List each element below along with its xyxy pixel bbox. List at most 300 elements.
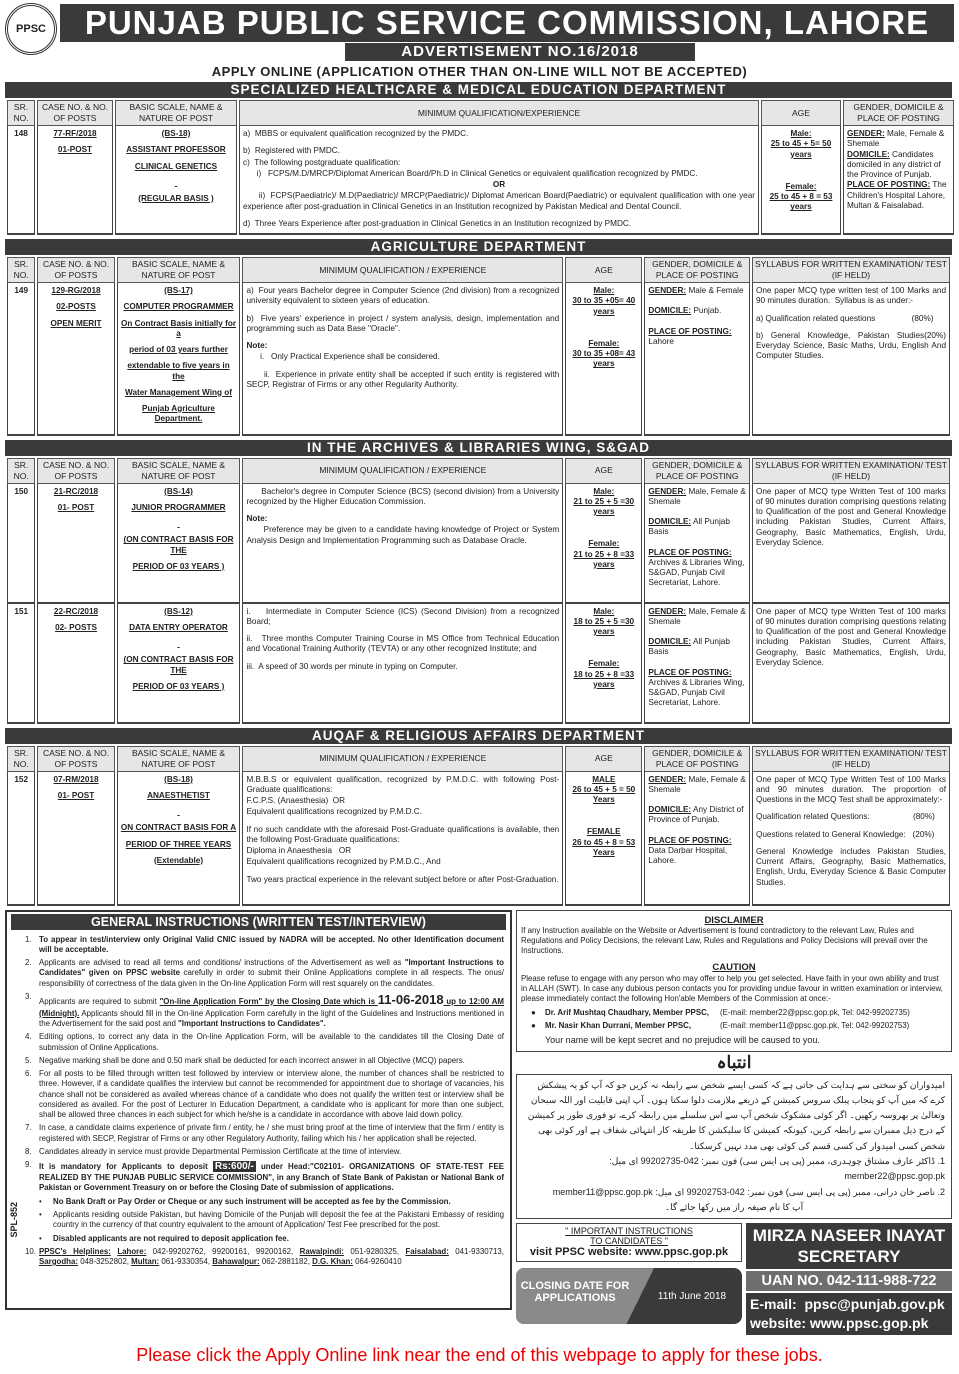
- helpline-city: Sargodha:: [39, 1257, 79, 1267]
- text: Applicants are required to submit: [39, 996, 160, 1006]
- qualification-line: Bachelor's degree in Computer Science (BCS) (second division) from a University recognized by the Higher Education Commission.: [246, 486, 562, 506]
- field-value: Male, Female & Shemale: [648, 486, 746, 506]
- qualification-line: OR: [492, 180, 506, 189]
- field-value: All Punjab Basis: [648, 517, 730, 537]
- qualification-line: b) Registered with PMDC.: [243, 146, 340, 156]
- table-row: [7, 604, 950, 724]
- case-number: [37, 283, 114, 436]
- age-male: 18 to 25 + 5 =30 years: [573, 616, 635, 636]
- field-label: PLACE OF POSTING:: [648, 326, 732, 336]
- helpline: Sargodha: 048-3252802,: [39, 1257, 132, 1267]
- department-title: SPECIALIZED HEALTHCARE & MEDICAL EDUCATION DEPARTMENT: [5, 82, 952, 98]
- post-line: (BS-17): [164, 286, 193, 295]
- text: E-mail:: [750, 1296, 797, 1313]
- case-line: 21-RC/2018: [53, 486, 99, 496]
- department-title: IN THE ARCHIVES & LIBRARIES WING, S&GAD: [5, 440, 952, 456]
- age-limit: [761, 126, 841, 235]
- qualification-line: d) Three Years Experience after post-graduation in Clinical Genetics in an Institution recognized by PMDC.: [243, 218, 632, 228]
- text: For all posts to be filled through written test followed by interview or interview alone, the number of chances shall be restricted to three. However, if a candidate qualifies the interview but cannot be recommended for appointment due to shortage of vacancies, his chance shall not be considered as availed whereas chance of a candidate who does not qualify the written test or interview shall be considered as availed. For the post of Lecturer in Education Department, a candidate who is applicant for more than one subject, shall be allowed three chances in each subject for which he/she is a candidate in accordance with above laid down policy.: [39, 1069, 504, 1120]
- spacer: [569, 805, 638, 827]
- text: under Head:"C02101- ORGANIZATIONS OF STATE-TEST FEE REALIZED BY THE PUNJAB PUBLIC SERVICE COMMISSION", in any Branch of State Bank of Pakistan or National Bank of Pakistan or Government Treasury on or before the Closing Date of submission of applications.: [39, 1162, 504, 1193]
- field-label: DOMICILE:: [847, 149, 890, 159]
- member-contact: ● Dr. Arif Mushtaq Chaudhary, Member PPSC, (E-mail: member22@ppsc.gop.pk, Tel: 042-99202735): [531, 1007, 910, 1017]
- age-limit: [565, 604, 642, 724]
- gender-item: [847, 129, 950, 150]
- secret-note: Your name will be kept secret and no prejudice will be caused to you.: [545, 1035, 820, 1046]
- urdu-caution-title: انتباہ: [716, 1052, 752, 1072]
- instruction-bullet: • No Bank Draft or Pay Order or Cheque or any such instrument will be accepted as fee by the Commission.: [39, 1196, 451, 1206]
- field-label: DOMICILE:: [648, 805, 692, 814]
- field-label: GENDER:: [648, 286, 687, 295]
- gender-item: [648, 836, 746, 867]
- gender-domicile-posting: [644, 604, 750, 724]
- age-female: 30 to 35 +08= 43 years: [572, 349, 636, 369]
- instruction-item: 6. For all posts to be filled through written test followed by interview or interview alone, the number of chances shall be restricted to three. However, if a candidate qualifies the interview but cannot be recommended for appointment due to shortage of vacancies, his chance shall not be considered as availed whereas chance of a candidate who does not qualify the written test or interview shall be considered as availed. For the post of Lecturer in Education Department, a candidate who is applicant for more than one subject, shall be allowed three chances in each subject for which he/she is a candidate in accordance with above laid down policy.: [25, 1069, 504, 1120]
- post-line: ANAESTHETIST: [147, 790, 210, 800]
- instruction-item: 8. Candidates already in service must provide Departmental Permission Certificate at the time of interview.: [25, 1146, 402, 1156]
- qualification-line: ii) FCPS(Paediatric)/ M.D(Paediatric)/ MRCP(Paediatric)/ Diplomat American Board(Paediatric) or equivalent qualification with one year experience after post-graduation in Clinical Genetics in an Institution recognized by Pakistan Medical and Dental Council.: [243, 191, 758, 211]
- text: up to 12:00 AM (Midnight).: [39, 996, 504, 1018]
- gender-item: [847, 150, 950, 181]
- text: In case, a candidate claims experience of private firm / entity, he / she must bring proof at the time of interview that the firm / entity is registered with SECP, Registrar of Firms or any other Regulatory Authority, failing which his / her application shall be rejected.: [39, 1123, 504, 1143]
- post-line: PERIOD OF 03 YEARS ): [132, 561, 225, 571]
- qualification-line: F.C.P.S. (Anaesthesia) OR: [246, 796, 346, 805]
- text: Disabled applicants are not required to deposit application fee.: [53, 1233, 289, 1243]
- field-value: Lahore: [648, 336, 674, 346]
- field-value: Candidates domiciled in any district of the Province of Punjab.: [847, 149, 941, 179]
- field-value: Male, Female & Shemale: [847, 129, 945, 149]
- age-limit: [565, 772, 642, 906]
- post-line: PERIOD OF 03 YEARS ): [132, 681, 225, 691]
- text: Negative marking shall be done and 0.50 mark shall be deducted for each incorrect answer in all Objective (MCQ) papers.: [39, 1055, 465, 1065]
- text: "Important Instructions to Candidates".: [178, 1018, 326, 1028]
- logo-text: PPSC: [16, 23, 46, 35]
- case-line: 129-RG/2018: [51, 286, 101, 295]
- field-label: DOMICILE:: [648, 306, 692, 316]
- gender-item: [648, 306, 746, 316]
- column-header: SR. NO.: [7, 257, 35, 283]
- text: website:: [750, 1315, 807, 1332]
- email-link[interactable]: ppsc@punjab.gov.pk: [804, 1296, 945, 1313]
- secretary-box: [746, 1223, 952, 1335]
- helpline: Lahore: 042-99202762, 99200161, 99200162,: [117, 1246, 300, 1256]
- spacer: [569, 517, 638, 539]
- sr-number: 151: [7, 604, 35, 724]
- age-male-label: Male:: [593, 286, 615, 295]
- age-female: 18 to 25 + 8 =33 years: [573, 669, 635, 689]
- field-value: Data Darbar Hospital, Lahore.: [648, 845, 728, 865]
- qualification: [242, 772, 563, 906]
- ppsc-website-link[interactable]: visit PPSC website: www.ppsc.gop.pk: [529, 1246, 729, 1259]
- post-line: (REGULAR BASIS ): [138, 194, 214, 203]
- spacer: [569, 317, 638, 339]
- job-tables: [0, 82, 959, 906]
- helpline: Rawalpindi: 051-9280325,: [299, 1246, 406, 1256]
- post-line: (BS-12): [164, 606, 193, 616]
- field-label: PLACE OF POSTING:: [648, 547, 732, 557]
- qualification-line: i) FCPS/M.D/MRCP/Diplomat American Board/Ph.D in Clinical Genetics or equivalent qualification recognized by PMDC.: [243, 168, 698, 178]
- contact-area: [516, 1223, 952, 1335]
- instruction-item: 7. In case, a candidate claims experience of private firm / entity, he / she must bring proof at the time of interview that the firm / entity is registered with SECP, Registrar of Firms or any other Regulatory Authority, failing which his / her application shall be rejected.: [25, 1123, 504, 1143]
- helpline-city: Faisalabad:: [405, 1246, 449, 1256]
- urdu-text: امیدواران کو سختی سے ہدایت کی جاتی ہے کہ کسی ایسے شخص سے رابطہ نہ کریں جو کہ آپ کو یہ پیشکش کرے کہ میں آپ کو پنجاب پبلک سروس کمیشن کے ذریعے ملازمت دلوا سکتا ہوں۔ آپ اپنی قابلیت اور اللہ سبحان وتعالیٰ پر بھروسہ رکھیں۔ اگر کوئی مشکوک شخص آپ سے اس سلسلے میں رابطہ کرے، تو فوری طور پر کمیشن کے درج ذیل ممبران سے رابطہ کریں، کیونکہ کمیشن کا سلیکشن کا طریقہ کار انتہائی شفاف ہے اور کوئی بھی شخص کسی امیدوار کی کسی قسم کی کوئی بھی مدد نہیں کرسکتا۔: [527, 1079, 945, 1151]
- field-label: PLACE OF POSTING:: [648, 835, 732, 845]
- qualification-line: Two years practical experience in the relevant subject before or after Post-Graduation.: [246, 874, 559, 884]
- ppsc-logo: [5, 3, 57, 55]
- helpline-city: D.G. Khan:: [312, 1257, 353, 1267]
- job-table: [5, 458, 952, 724]
- gender-domicile-posting: [843, 126, 954, 235]
- case-line: 77-RF/2018: [53, 129, 97, 138]
- gender-item: [648, 637, 746, 658]
- column-header: MINIMUM QUALIFICATION/EXPERIENCE: [239, 100, 759, 126]
- table-row: [7, 126, 954, 235]
- qualification-line: ii. Experience in private entity shall be accepted if such entity is registered with SECP, Registrar of Firms or any other Regularity Authority.: [246, 369, 562, 389]
- syllabus-line: One paper of MCQ type Written Test of 100 marks of 90 minutes duration comprising questions relating to Qualification of the post and General Knowledge including Pakistan Studies, Current Affairs, Geography, Basic Mathematics, English, Urdu, Everyday Science.: [755, 606, 951, 667]
- qualification: [242, 484, 563, 604]
- field-label: PLACE OF POSTING:: [648, 667, 732, 677]
- age-male-label: Male:: [790, 129, 812, 138]
- text: (E-mail: member22@ppsc.gop.pk, Tel: 042-99202735): [720, 1007, 910, 1017]
- qualification-line: Equivalent qualifications recognized by P.M.D.C., And: [246, 857, 441, 867]
- post-line: [119, 178, 233, 188]
- post-line: Water Management Wing of: [125, 387, 232, 397]
- post-line: COMPUTER PROGRAMMER: [123, 302, 234, 312]
- age-female: 25 to 45 + 8 = 53 years: [769, 192, 833, 212]
- table-header-row: [7, 100, 954, 126]
- apply-online-note: APPLY ONLINE (APPLICATION OTHER THAN ON-LINE WILL NOT BE ACCEPTED): [211, 64, 748, 79]
- instruction-bullet: • Applicants residing outside Pakistan, but having Domicile of the Punjab will deposit the fee at the Pakistani Embassy of residing country in the currency of that country equivalent to the amount of Application/ Test Fee prescribed for the post.: [39, 1209, 504, 1230]
- gender-item: [648, 548, 746, 589]
- department-title: AUQAF & RELIGIOUS AFFAIRS DEPARTMENT: [5, 728, 952, 744]
- case-line: 01- POST: [57, 502, 95, 512]
- age-male: 30 to 35 +05= 40 years: [572, 296, 636, 316]
- instructions-title: GENERAL INSTRUCTIONS (WRITTEN TEST/INTERVIEW): [11, 914, 506, 930]
- column-header: SYLLABUS FOR WRITTEN EXAMINATION/ TEST (IF HELD): [752, 458, 950, 484]
- syllabus-line: b) General Knowledge, Pakistan Studies(20%) Everyday Science, Basic Maths, Urdu, English And Computer Studies.: [755, 330, 949, 361]
- syllabus-line: One paper of MCQ Type Written Test of 100 Marks and 90 minutes duration. The proportion of Questions in the MCQ Test shall be approximately:-: [755, 774, 949, 804]
- right-column: [516, 910, 952, 1336]
- fee-badge: Rs:600/-: [214, 1161, 254, 1173]
- gender-domicile-posting: [644, 283, 750, 436]
- helpline: Faisalabad: 041-9330713,: [405, 1246, 504, 1256]
- disclaimer-text: If any Instruction available on the Website or Advertisement is found contradictory to the relevant Law, Rules and Regulations and Policy Decisions, the relevant Law, Rules and Regulations and Policy Decisions will prevail over the Instructions.: [521, 926, 928, 956]
- post-line: PERIOD OF THREE YEARS: [125, 839, 232, 849]
- page-title: PUNJAB PUBLIC SERVICE COMMISSION, LAHORE: [60, 4, 954, 42]
- text: Applicants should fill in the On-line Application Form carefully in the light of the Guidelines and Instructions mentioned in the Advertisement for the said post and: [39, 1008, 504, 1028]
- case-line: 02-POSTS: [56, 302, 96, 312]
- qualification-line: Diploma in Anaesthesia OR: [246, 846, 352, 855]
- text: It is mandatory for Applicants to deposit: [39, 1162, 213, 1172]
- field-label: DOMICILE:: [648, 517, 692, 526]
- gender-domicile-posting: [644, 772, 750, 906]
- caution-text: Please refuse to engage with any person who may offer to help you get selected. Have faith in your own ability and trust in ALLAH (SWT). In case any dubious person contacts you for providing undue favour in written examination or interview, please immediately contact the following Hon'able Members of the Commission at once:-: [521, 973, 943, 1003]
- text: Dr. Arif Mushtaq Chaudhary, Member PPSC,: [545, 1007, 709, 1017]
- instruction-item: 5. Negative marking shall be done and 0.50 mark shall be deducted for each incorrect answer in all Objective (MCQ) papers.: [25, 1055, 465, 1065]
- column-header: CASE NO. & NO. OF POSTS: [37, 257, 114, 283]
- gender-item: [648, 775, 746, 796]
- table-row: [7, 772, 950, 906]
- text: PPSC's Helplines:: [39, 1246, 111, 1256]
- column-header: CASE NO. & NO. OF POSTS: [37, 100, 113, 126]
- job-table: [5, 257, 952, 436]
- gender-item: [648, 487, 746, 508]
- table-header-row: [7, 257, 950, 283]
- post-line: (Extendable): [153, 855, 204, 865]
- instruction-bullet: • Disabled applicants are not required to deposit application fee.: [39, 1233, 289, 1243]
- job-table: [5, 100, 956, 235]
- syllabus: [752, 772, 950, 906]
- age-female-label: Female:: [588, 338, 620, 348]
- column-header: SR. NO.: [7, 100, 35, 126]
- post-line: JUNIOR PROGRAMMER: [131, 502, 226, 512]
- instruction-item: 1. To appear in test/interview only Original Valid CNIC issued by NADRA will be accepted. No other Identification document will be acceptable.: [25, 934, 504, 954]
- post-line: extendable to five years in the: [127, 361, 230, 381]
- column-header: GENDER, DOMICILE & PLACE OF POSTING: [644, 257, 750, 283]
- column-header: BASIC SCALE, NAME & NATURE OF POST: [117, 257, 241, 283]
- member-contact: ● Mr. Nasir Khan Durrani, Member PPSC, (E-mail: member11@ppsc.gop.pk, Tel: 042-99202753): [531, 1021, 910, 1031]
- post-line: (ON CONTRACT BASIS FOR THE: [123, 535, 234, 555]
- table-header-row: [7, 458, 950, 484]
- text: (E-mail: member11@ppsc.gop.pk, Tel: 042-99202753): [720, 1021, 910, 1031]
- urdu-member: 1. ڈاکٹر عارف مشتاق چوہدری، ممبر (پی پی ایس سی) فون نمبر: 042-99202735 ای میل: member22@ppsc.gop.pk: [609, 1155, 945, 1182]
- uan-number: UAN NO. 042-111-988-722: [746, 1271, 952, 1291]
- qualification-line: Equivalent qualifications recognized by P.M.D.C.: [246, 807, 422, 817]
- helpline: Multan: 061-9330354,: [131, 1257, 213, 1267]
- general-instructions: [5, 910, 512, 1310]
- field-label: PLACE OF POSTING:: [847, 180, 931, 190]
- qualification: [239, 126, 759, 235]
- syllabus-line: One paper MCQ type written test of 100 Marks and 90 minutes duration. Syllabus is as under:-: [755, 286, 949, 306]
- field-value: Male, Female & Shemale: [648, 774, 746, 794]
- case-line: 01-POST: [57, 145, 93, 155]
- qualification-line: If no such candidate with the aforesaid Post-Graduate qualifications is available, then the following Post-Graduate qualifications:: [246, 824, 562, 844]
- qualification-line: c) The following postgraduate qualification:: [243, 157, 401, 167]
- sr-number: 150: [7, 484, 35, 604]
- spacer: [765, 160, 837, 182]
- website-link[interactable]: www.ppsc.gop.pk: [809, 1315, 929, 1332]
- table-row: [7, 484, 950, 604]
- post-line: CLINICAL GENETICS: [134, 161, 218, 171]
- helpline-city: Multan:: [131, 1257, 160, 1267]
- advertisement-number: ADVERTISEMENT NO.16/2018: [345, 43, 695, 61]
- case-line: OPEN MERIT: [50, 318, 102, 328]
- qualification-line: i. Intermediate in Computer Science (ICS) (Second Division) from a recognized Board;: [246, 606, 562, 626]
- qualification: [242, 283, 563, 436]
- column-header: AGE: [761, 100, 841, 126]
- text: Editing options, to correct any data in the On-line Application Form, will be available to the candidates till the Closing Date of submission of Online Applications.: [39, 1032, 504, 1052]
- post-line: DATA ENTRY OPERATOR: [129, 622, 228, 632]
- column-header: AGE: [565, 458, 642, 484]
- text: Applicants residing outside Pakistan, but having Domicile of the Punjab will deposit the fee at the Pakistani Embassy of residing country in the currency of that country equivalent to the amount of Application/ Test Fee prescribed for the post.: [53, 1209, 504, 1230]
- column-header: MINIMUM QUALIFICATION / EXPERIENCE: [242, 458, 563, 484]
- qualification-line: Preference may be given to a candidate having knowledge of Project or System Analysis Design and Implementation Programming such as Database Oracle.: [246, 525, 562, 545]
- post-details: [115, 126, 237, 235]
- case-line: 01- POST: [57, 790, 95, 800]
- gender-item: [648, 607, 746, 628]
- column-header: CASE NO. & NO. OF POSTS: [37, 458, 114, 484]
- column-header: MINIMUM QUALIFICATION / EXPERIENCE: [242, 746, 563, 772]
- field-value: Any District of Province of Punjab.: [648, 805, 744, 825]
- instruction-item: 9. It is mandatory for Applicants to deposit Rs:600/- under Head:"C02101- ORGANIZATIONS OF STATE-TEST FEE REALIZED BY THE PUNJAB PUBLIC SERVICE COMMISSION", in any Branch of State Bank of Pakistan or National Bank of Pakistan or Government Treasury on or before the Closing Date of submission of applications.: [25, 1160, 504, 1193]
- syllabus-line: One paper of MCQ type Written Test of 100 marks of 90 minutes duration comprising questions relating to Qualification of the post and General Knowledge including Pakistan Studies, Current Affairs, Geography, Basic Mathematics, English, Urdu, Everyday Science.: [755, 486, 951, 547]
- field-value: Punjab.: [693, 306, 722, 316]
- column-header: GENDER, DOMICILE & PLACE OF POSTING: [644, 746, 750, 772]
- instruction-item: 3. Applicants are required to submit "On-line Application Form" by the Closing Date which is 11-06-2018 up to 12:00 AM (Midnight). Applicants should fill in the On-line Application Form carefully in the light of the Guidelines and Instructions mentioned in the Advertisement for the said post and "Important Instructions to Candidates".: [25, 991, 504, 1028]
- instruction-item: 2. Applicants are advised to read all terms and conditions/ instructions of the Advertisement as well as "Important Instructions to Candidates" given on PPSC website carefully in order to submit their Online Applications complete in all respects. The onus/ responsibility of correctness of the data given in the On-line Application Form will rest squarely on the candidates.: [25, 958, 504, 988]
- column-header: MINIMUM QUALIFICATION / EXPERIENCE: [242, 257, 563, 283]
- qualification-line: a) MBBS or equivalent qualification recognized by the PMDC.: [243, 129, 469, 138]
- closing-date-value: 11th June 2018: [657, 1290, 727, 1302]
- syllabus: [752, 283, 950, 436]
- spl-code: SPL-852: [9, 1201, 19, 1238]
- text: Mr. Nasir Khan Durrani, Member PPSC,: [545, 1021, 692, 1031]
- gender-domicile-posting: [644, 484, 750, 604]
- field-label: GENDER:: [648, 606, 687, 616]
- qualification-line: ii. Three months Computer Training Course in MS Office from Technical Education and Vocational Training Authority (TEVTA) or any other recognized Institute; and: [246, 634, 562, 654]
- table-row: [7, 283, 950, 436]
- column-header: SR. NO.: [7, 458, 35, 484]
- syllabus-line: a) Qualification related questions (80%): [755, 313, 934, 323]
- text: carefully in order to submit their Online Applications complete in all respects. The onus/ responsibility of correctness of the data given in the On-line Application Form will rest squarely on the candidates.: [39, 968, 504, 988]
- qualification: [242, 604, 563, 724]
- syllabus: [752, 484, 950, 604]
- post-line: [121, 807, 237, 817]
- age-male: 21 to 25 + 5 =30 years: [573, 496, 635, 516]
- post-line: (BS-14): [164, 486, 193, 496]
- column-header: BASIC SCALE, NAME & NATURE OF POST: [115, 100, 237, 126]
- age-female-label: FEMALE: [586, 827, 621, 837]
- qualification-line: iii. A speed of 30 words per minute in typing on Computer.: [246, 661, 458, 671]
- case-line: 02- POSTS: [55, 622, 97, 632]
- urdu-note: آپ کا نام صیغہ راز میں رکھا جائے گا۔: [664, 1201, 804, 1212]
- age-male-label: MALE: [592, 774, 616, 784]
- gender-item: [648, 517, 746, 538]
- case-line: 07-RM/2018: [53, 774, 99, 784]
- field-label: GENDER:: [648, 486, 687, 496]
- text: "Important Instructions to Candidates" given on PPSC website: [39, 958, 504, 978]
- column-header: AGE: [565, 746, 642, 772]
- bottom-area: [5, 910, 954, 1336]
- post-line: ON CONTRACT BASIS FOR A: [120, 823, 237, 833]
- sr-number: 148: [7, 126, 35, 235]
- case-number: [37, 772, 114, 906]
- age-female: 26 to 45 + 8 = 53 Years: [572, 837, 636, 857]
- post-line: (BS-18): [164, 774, 193, 784]
- column-header: GENDER, DOMICILE & PLACE OF POSTING: [843, 100, 954, 126]
- case-number: [37, 604, 114, 724]
- column-header: BASIC SCALE, NAME & NATURE OF POST: [117, 746, 241, 772]
- helpline-city: Rawalpindi:: [299, 1246, 344, 1256]
- qualification-line: Note:: [246, 341, 268, 350]
- field-label: DOMICILE:: [648, 637, 692, 646]
- syllabus: [752, 604, 950, 724]
- post-details: [117, 772, 241, 906]
- department-section: [0, 82, 959, 235]
- department-title: AGRICULTURE DEPARTMENT: [5, 239, 952, 255]
- disclaimer-box: [516, 910, 952, 1052]
- important-instructions-box: [516, 1223, 742, 1262]
- age-male: 25 to 45 + 5= 50 years: [770, 139, 832, 159]
- qualification-line: M.B.B.S or equivalent qualification, recognized by P.M.D.C. with following Post-Graduate qualifications:: [246, 774, 560, 794]
- column-header: AGE: [565, 257, 642, 283]
- column-header: CASE NO. & NO. OF POSTS: [37, 746, 114, 772]
- age-female: 21 to 25 + 8 =33 years: [573, 549, 635, 569]
- field-value: The Children's Hospital Lahore, Multan & Faisalabad.: [847, 180, 947, 210]
- post-line: On Contract Basis initially for a: [120, 318, 237, 338]
- helpline: Bahawalpur: 062-2881182,: [212, 1257, 313, 1267]
- closing-date: 11-06-2018: [377, 991, 444, 1007]
- text: " IMPORTANT INSTRUCTIONS: [565, 1226, 693, 1237]
- urdu-caution-box: [516, 1074, 952, 1220]
- column-header: SYLLABUS FOR WRITTEN EXAMINATION/ TEST (IF HELD): [752, 746, 950, 772]
- field-value: Archives & Libraries Wing, S&GAD, Punjab Civil Secretariat, Lahore.: [648, 557, 745, 588]
- syllabus-line: Qualification related Questions: (80%): [755, 812, 935, 822]
- age-female-label: Female:: [785, 181, 817, 191]
- helpline: D.G. Khan: 064-9260410: [312, 1257, 402, 1267]
- field-value: Male & Female: [688, 286, 744, 295]
- secretary-title: SECRETARY: [797, 1247, 901, 1267]
- text: Candidates already in service must provide Departmental Permission Certificate at the time of interview.: [39, 1146, 402, 1156]
- gender-item: [648, 327, 746, 348]
- post-line: Punjab Agriculture Department.: [142, 404, 215, 424]
- age-limit: [565, 484, 642, 604]
- syllabus-line: Questions related to General Knowledge: (20%): [755, 829, 935, 839]
- field-label: GENDER:: [847, 129, 885, 138]
- caution-title: CAUTION: [712, 962, 756, 973]
- field-value: All Punjab Basis: [648, 637, 730, 657]
- field-label: GENDER:: [648, 774, 687, 784]
- text: No Bank Draft or Pay Order or Cheque or any such instrument will be accepted as fee by the Commission.: [53, 1196, 451, 1206]
- gender-item: [648, 668, 746, 709]
- post-line: (ON CONTRACT BASIS FOR THE: [123, 655, 234, 675]
- department-section: [0, 728, 959, 906]
- text: TO CANDIDATES ": [590, 1236, 668, 1247]
- sr-number: 152: [7, 772, 35, 906]
- age-male-label: Male:: [593, 486, 615, 496]
- post-line: [121, 639, 237, 649]
- post-line: period of 03 years further: [129, 345, 228, 354]
- sr-number: 149: [7, 283, 35, 436]
- case-number: [37, 126, 113, 235]
- department-section: [0, 440, 959, 724]
- case-number: [37, 484, 114, 604]
- job-table: [5, 746, 952, 906]
- age-female-label: Female:: [588, 539, 620, 549]
- post-details: [117, 484, 241, 604]
- field-value: Archives & Libraries Wing, S&GAD, Punjab Civil Secretariat, Lahore.: [648, 677, 745, 708]
- text: To appear in test/interview only Original Valid CNIC issued by NADRA will be accepted. No other Identification document will be acceptable.: [39, 934, 504, 954]
- text: "On-line Application Form" by the Closing Date which is: [159, 996, 378, 1006]
- gender-item: [648, 286, 746, 296]
- lower-left: [516, 1223, 742, 1335]
- age-male-label: Male:: [593, 606, 615, 616]
- helpline-city: Bahawalpur:: [212, 1257, 260, 1267]
- closing-date-banner: [516, 1268, 742, 1324]
- case-line: 22-RC/2018: [53, 606, 99, 616]
- helplines: 10. PPSC's Helplines: Lahore: 042-99202762, 99200161, 99200162, Rawalpindi: 051-9280325, Faisalabad: 041-9330713, Sargodha: 048-3252802, Multan: 061-9330354, Bahawalpur: 062-2881182, D.G. Khan: 064-9260410: [25, 1246, 504, 1267]
- text: Applicants are advised to read all terms and conditions/ instructions of the Advertisement as well as: [39, 958, 405, 968]
- helpline-city: Lahore:: [117, 1246, 147, 1256]
- instruction-item: 4. Editing options, to correct any data in the On-line Application Form, will be available to the candidates till the Closing Date of submission of Online Applications.: [25, 1032, 504, 1052]
- apply-online-footer[interactable]: Please click the Apply Online link near the end of this webpage to apply for these jobs.: [136, 1345, 823, 1366]
- urdu-member: 2. ناصر خان درانی، ممبر (پی پی ایس سی) فون نمبر: 042-99202753 ای میل: member11@ppsc.gop.pk: [552, 1186, 945, 1197]
- spacer: [569, 637, 638, 659]
- syllabus-line: General Knowledge includes Pakistan Studies, Current Affairs, Geography, Basic Mathematics, English, Urdu, Everyday Science & Basic Computer Studies.: [755, 846, 949, 887]
- post-details: [117, 604, 241, 724]
- column-header: SYLLABUS FOR WRITTEN EXAMINATION/ TEST (IF HELD): [752, 257, 950, 283]
- disclaimer-title: DISCLAIMER: [704, 914, 764, 926]
